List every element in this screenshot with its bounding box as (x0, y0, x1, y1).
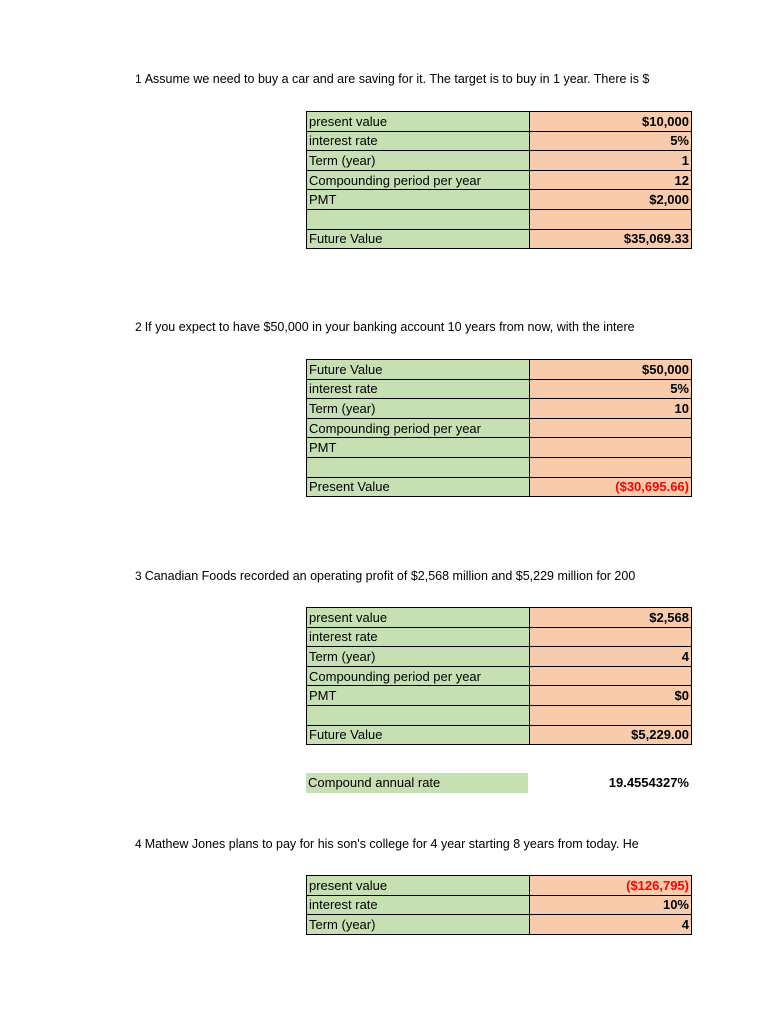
question-number: 2 (135, 320, 142, 334)
table-row (307, 627, 692, 647)
row-value[interactable] (530, 627, 692, 647)
row-label[interactable] (307, 457, 530, 477)
table-row (307, 209, 692, 229)
row-value[interactable]: $2,568 (530, 608, 692, 628)
row-label[interactable]: Present Value (307, 477, 530, 497)
table-row (307, 229, 692, 249)
question-number: 1 (135, 72, 142, 86)
row-label[interactable]: Term (year) (307, 647, 530, 667)
table-row (307, 895, 692, 915)
row-value[interactable] (530, 705, 692, 725)
row-label[interactable]: present value (307, 112, 530, 132)
calc-table-2 (306, 359, 692, 497)
question-text: Assume we need to buy a car and are saving for it. The target is to buy in 1 year. There is $ (144, 72, 650, 86)
compound-rate-value[interactable]: 19.4554327% (608, 775, 689, 790)
row-value[interactable]: 5% (530, 131, 692, 151)
table-row (307, 418, 692, 438)
row-value[interactable]: 5% (530, 379, 692, 399)
compound-rate-label[interactable]: Compound annual rate (306, 773, 528, 793)
row-label[interactable]: interest rate (307, 895, 530, 915)
table-row (307, 379, 692, 399)
row-label[interactable] (307, 705, 530, 725)
question-number: 4 (135, 837, 142, 851)
row-label[interactable]: PMT (307, 190, 530, 210)
row-value[interactable]: 12 (530, 170, 692, 190)
row-label[interactable]: Compounding period per year (307, 666, 530, 686)
row-label[interactable]: PMT (307, 686, 530, 706)
question-text: Mathew Jones plans to pay for his son's college for 4 year starting 8 years from today. He (144, 837, 639, 851)
row-value[interactable]: 4 (530, 915, 692, 935)
row-value[interactable]: $2,000 (530, 190, 692, 210)
table-row (307, 131, 692, 151)
table-row (307, 666, 692, 686)
row-label[interactable] (307, 209, 530, 229)
row-value[interactable]: ($30,695.66) (530, 477, 692, 497)
calc-table-4 (306, 875, 692, 935)
row-label[interactable]: Future Value (307, 360, 530, 380)
row-label[interactable]: Future Value (307, 229, 530, 249)
calc-table-3 (306, 607, 692, 745)
table-row (307, 190, 692, 210)
table-row (307, 360, 692, 380)
row-value[interactable] (530, 438, 692, 458)
table-row (307, 705, 692, 725)
row-value[interactable] (530, 457, 692, 477)
row-value[interactable]: 4 (530, 647, 692, 667)
row-value[interactable]: ($126,795) (530, 876, 692, 896)
row-label[interactable]: Term (year) (307, 915, 530, 935)
row-value[interactable]: 1 (530, 151, 692, 171)
row-label[interactable]: PMT (307, 438, 530, 458)
table-row (307, 876, 692, 896)
row-value[interactable]: 10% (530, 895, 692, 915)
table-row (307, 112, 692, 132)
row-label[interactable]: present value (307, 876, 530, 896)
table-row (307, 725, 692, 745)
row-label[interactable]: Compounding period per year (307, 418, 530, 438)
row-value[interactable]: $0 (530, 686, 692, 706)
row-label[interactable]: present value (307, 608, 530, 628)
row-label[interactable]: Compounding period per year (307, 170, 530, 190)
row-value[interactable]: $35,069.33 (530, 229, 692, 249)
calc-table-1 (306, 111, 692, 249)
question-text: Canadian Foods recorded an operating profit of $2,568 million and $5,229 million for 200 (144, 569, 636, 583)
table-row (307, 170, 692, 190)
row-value[interactable] (530, 666, 692, 686)
table-row (307, 151, 692, 171)
table-row (307, 686, 692, 706)
question-1 (135, 71, 691, 89)
question-3 (135, 568, 691, 586)
row-label[interactable]: Term (year) (307, 399, 530, 419)
row-label[interactable]: Future Value (307, 725, 530, 745)
row-value[interactable]: $5,229.00 (530, 725, 692, 745)
table-row (307, 477, 692, 497)
question-number: 3 (135, 569, 142, 583)
table-row (307, 457, 692, 477)
row-label[interactable]: interest rate (307, 627, 530, 647)
row-label[interactable]: interest rate (307, 379, 530, 399)
table-row (307, 608, 692, 628)
row-label[interactable]: interest rate (307, 131, 530, 151)
row-value[interactable]: $10,000 (530, 112, 692, 132)
row-label[interactable]: Term (year) (307, 151, 530, 171)
table-row (307, 647, 692, 667)
question-2 (135, 319, 691, 337)
row-value[interactable]: 10 (530, 399, 692, 419)
question-text: If you expect to have $50,000 in your banking account 10 years from now, with the intere (144, 320, 635, 334)
row-value[interactable] (530, 209, 692, 229)
row-value[interactable]: $50,000 (530, 360, 692, 380)
table-row (307, 399, 692, 419)
table-row (307, 438, 692, 458)
question-4 (135, 836, 691, 854)
table-row (307, 915, 692, 935)
row-value[interactable] (530, 418, 692, 438)
